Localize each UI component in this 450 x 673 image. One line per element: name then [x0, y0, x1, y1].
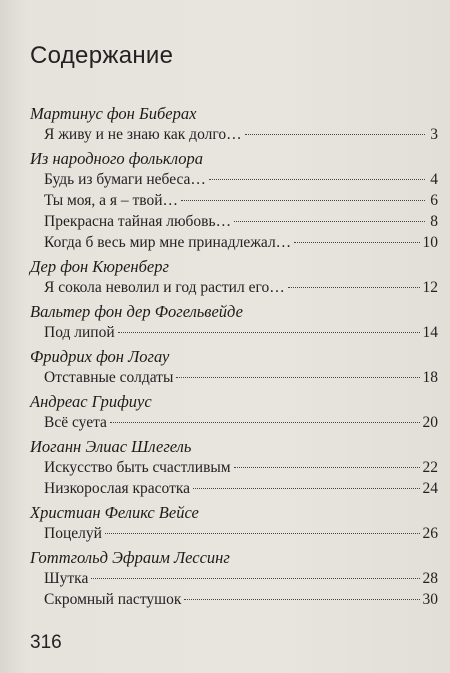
entry-page-number: 10 [422, 234, 438, 251]
toc-entry[interactable] [30, 232, 438, 253]
entry-title: Всё суета [44, 414, 107, 431]
entry-title: Шутка [44, 570, 89, 587]
author-name: Фридрих фон Логау [30, 347, 170, 366]
entry-title: Скромный пастушок [44, 591, 182, 608]
toc-entry[interactable] [30, 124, 438, 145]
entry-page-number: 12 [422, 279, 438, 296]
dot-leader [176, 377, 419, 378]
dot-leader [181, 200, 425, 201]
entry-title: Ты моя, а я – твой… [44, 192, 179, 209]
entry-page-number: 18 [422, 369, 438, 386]
dot-leader [184, 599, 419, 600]
dot-leader [209, 179, 425, 180]
page-title: Содержание [30, 42, 174, 69]
entry-page-number: 24 [422, 480, 438, 497]
entry-page-number: 4 [430, 171, 438, 188]
dot-leader [91, 578, 419, 579]
entry-page-number: 30 [422, 591, 438, 608]
toc-entry[interactable] [30, 412, 438, 433]
toc-entry[interactable] [30, 169, 438, 190]
author-name: Мартинус фон Биберах [30, 104, 197, 123]
entry-page-number: 22 [422, 459, 438, 476]
author-name: Андреас Грифиус [30, 392, 152, 411]
entry-page-number: 3 [430, 126, 438, 143]
entry-page-number: 20 [422, 414, 438, 431]
toc-entry[interactable] [30, 478, 438, 499]
entry-page-number: 28 [422, 570, 438, 587]
toc-entry[interactable] [30, 277, 438, 298]
dot-leader [105, 533, 420, 534]
page-number: 316 [30, 632, 62, 653]
dot-leader [110, 422, 420, 423]
entry-page-number: 8 [430, 213, 438, 230]
author-name: Иоганн Элиас Шлегель [30, 437, 192, 456]
entry-title: Когда б весь мир мне принадлежал… [44, 234, 292, 251]
entry-title: Я живу и не знаю как долго… [44, 126, 242, 143]
entry-page-number: 14 [422, 324, 438, 341]
entry-page-number: 6 [430, 192, 438, 209]
author-name: Христиан Феликс Вейсе [30, 503, 199, 522]
dot-leader [288, 287, 420, 288]
toc-entry[interactable] [30, 211, 438, 232]
entry-title: Прекрасна тайная любовь… [44, 213, 232, 230]
entry-title: Я сокола неволил и год растил его… [44, 279, 285, 296]
entry-title: Отставные солдаты [44, 369, 174, 386]
author-name: Готтгольд Эфраим Лессинг [30, 548, 230, 567]
dot-leader [118, 332, 420, 333]
toc-entry[interactable] [30, 589, 438, 610]
dot-leader [193, 488, 419, 489]
author-name: Из народного фольклора [30, 149, 204, 168]
dot-leader [234, 467, 420, 468]
dot-leader [234, 221, 425, 222]
author-name: Дер фон Кюренберг [30, 257, 169, 276]
toc-entry[interactable] [30, 457, 438, 478]
entry-title: Под липой [44, 324, 115, 341]
table-of-contents [30, 104, 438, 610]
toc-entry[interactable] [30, 568, 438, 589]
entry-title: Низкорослая красотка [44, 480, 191, 497]
entry-page-number: 26 [422, 525, 438, 542]
entry-title: Искусство быть счастливым [44, 459, 231, 476]
author-name: Вальтер фон дер Фогельвейде [30, 302, 243, 321]
entry-title: Поцелуй [44, 525, 102, 542]
toc-entry[interactable] [30, 322, 438, 343]
toc-entry[interactable] [30, 367, 438, 388]
dot-leader [245, 134, 425, 135]
toc-entry[interactable] [30, 190, 438, 211]
dot-leader [294, 242, 419, 243]
entry-title: Будь из бумаги небеса… [44, 171, 206, 188]
toc-entry[interactable] [30, 523, 438, 544]
